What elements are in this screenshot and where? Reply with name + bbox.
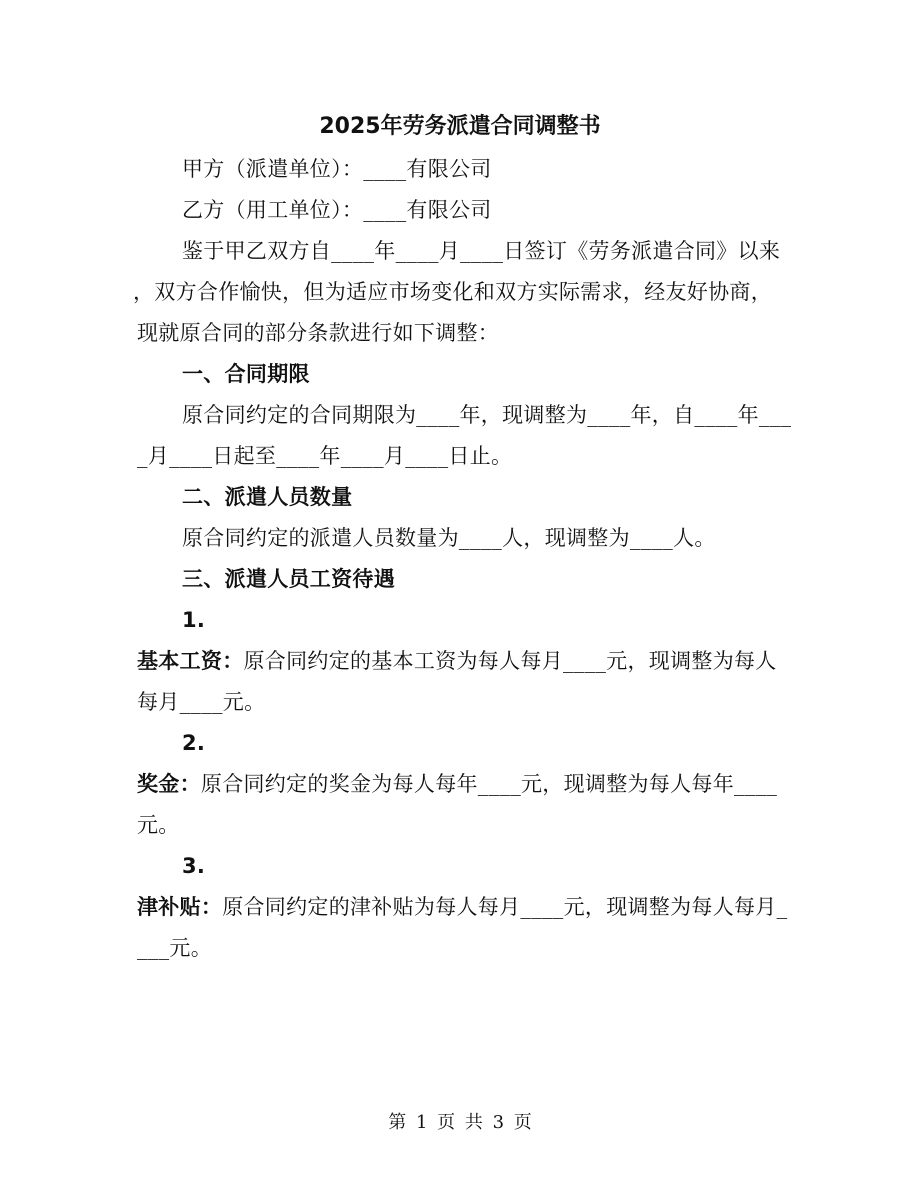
item-2-text: 原合同约定的奖金为每人每年____元，现调整为每人每年____ bbox=[200, 772, 778, 796]
section-1-line-1: 原合同约定的合同期限为____年，现调整为____年，自____年___ bbox=[182, 403, 792, 427]
intro-line-3: 现就原合同的部分条款进行如下调整： bbox=[137, 321, 500, 345]
item-3-number: 3. bbox=[182, 854, 206, 878]
item-1-line-2: 每月____元。 bbox=[137, 690, 266, 714]
party-b-line: 乙方（用工单位）：____有限公司 bbox=[182, 198, 492, 222]
intro-line-2: ，双方合作愉快，但为适应市场变化和双方实际需求，经友好协商， bbox=[133, 280, 772, 304]
party-a-line: 甲方（派遣单位）：____有限公司 bbox=[182, 157, 492, 181]
document-title: 2025年劳务派遣合同调整书 bbox=[319, 114, 601, 139]
item-2-line-1 bbox=[137, 769, 777, 799]
item-1-line-1 bbox=[137, 646, 777, 676]
section-3-heading: 三、派遣人员工资待遇 bbox=[182, 567, 395, 591]
item-1-label: 基本工资： bbox=[137, 649, 244, 673]
item-3-line-1 bbox=[137, 892, 787, 922]
section-1-heading: 一、合同期限 bbox=[182, 362, 310, 386]
page-footer: 第 1 页 共 3 页 bbox=[388, 1112, 532, 1133]
item-3-label: 津补贴： bbox=[137, 895, 223, 919]
section-2-line-1: 原合同约定的派遣人员数量为____人，现调整为____人。 bbox=[182, 526, 716, 550]
item-2-label: 奖金： bbox=[137, 772, 201, 796]
intro-line-1: 鉴于甲乙双方自____年____月____日签订《劳务派遣合同》以来 bbox=[182, 239, 781, 263]
item-3-line-2: ___元。 bbox=[137, 936, 212, 960]
item-2-number: 2. bbox=[182, 731, 206, 755]
item-2-line-2: 元。 bbox=[137, 813, 180, 837]
item-3-text: 原合同约定的津补贴为每人每月____元，现调整为每人每月_ bbox=[222, 895, 788, 919]
item-1-number: 1. bbox=[182, 608, 206, 632]
item-1-text: 原合同约定的基本工资为每人每月____元，现调整为每人 bbox=[243, 649, 777, 673]
section-1-line-2: _月____日起至____年____月____日止。 bbox=[137, 444, 513, 468]
section-2-heading: 二、派遣人员数量 bbox=[182, 485, 353, 509]
